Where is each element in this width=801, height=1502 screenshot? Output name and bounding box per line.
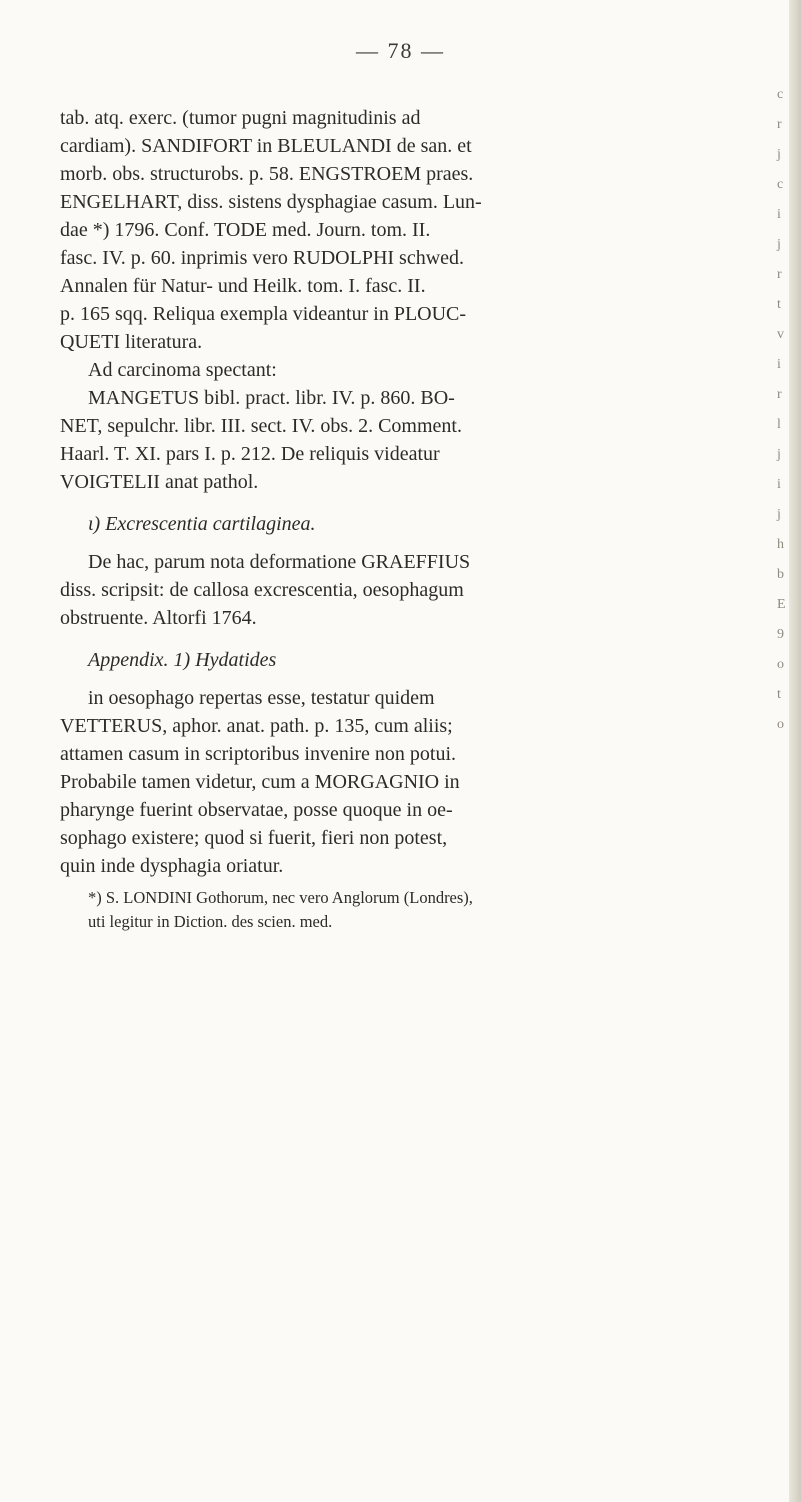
text-line: diss. scripsit: de callosa excrescentia, oesophagum — [60, 579, 464, 601]
text-line: Haarl. T. XI. pars I. p. 212. De reliquis videatur — [60, 443, 440, 465]
text-line: QUETI literatura. — [60, 331, 203, 353]
section-heading: ι) Excrescentia cartilaginea. — [88, 513, 316, 535]
text-line: VOIGTELII anat pathol. — [60, 471, 259, 493]
footnote-line: uti legitur in Diction. des scien. med. — [88, 912, 333, 931]
text-line: dae *) 1796. Conf. TODE med. Journ. tom. II. — [60, 219, 431, 241]
appendix-heading: Appendix. 1) Hydatides — [88, 649, 277, 671]
text-line: MANGETUS bibl. pract. libr. IV. p. 860. BO- — [88, 387, 455, 409]
text-line: in oesophago repertas esse, testatur quidem — [88, 687, 435, 709]
page-number: — 78 — — [356, 38, 445, 63]
text-line: VETTERUS, aphor. anat. path. p. 135, cum aliis; — [60, 715, 453, 737]
text-line: p. 165 sqq. Reliqua exempla videantur in PLOUC- — [60, 303, 467, 325]
text-line: Annalen für Natur- und Heilk. tom. I. fasc. II. — [60, 275, 426, 297]
text-line: obstruente. Altorfi 1764. — [60, 607, 257, 629]
text-line: fasc. IV. p. 60. inprimis vero RUDOLPHI schwed. — [60, 247, 465, 269]
text-line: cardiam). SANDIFORT in BLEULANDI de san. et — [60, 135, 472, 157]
body-text — [60, 104, 775, 934]
footnote-line: *) S. LONDINI Gothorum, nec vero Anglorum (Londres), — [88, 888, 473, 907]
text-line: pharynge fuerint observatae, posse quoque in oe- — [60, 799, 453, 821]
text-line: Ad carcinoma spectant: — [88, 359, 277, 381]
text-line: De hac, parum nota deformatione GRAEFFIUS — [88, 551, 471, 573]
text-line: Probabile tamen videtur, cum a MORGAGNIO in — [60, 771, 460, 793]
text-line: NET, sepulchr. libr. III. sect. IV. obs. 2. Comment. — [60, 415, 462, 437]
book-spine-edge — [789, 0, 801, 1502]
margin-glyphs: c r j c i j r t v i r l j i j h b E 9 o t o — [777, 87, 786, 732]
text-line: sophago existere; quod si fuerit, fieri non potest, — [60, 827, 448, 849]
text-line: tab. atq. exerc. (tumor pugni magnitudinis ad — [60, 107, 421, 129]
text-line: attamen casum in scriptoribus invenire non potui. — [60, 743, 457, 765]
text-line: quin inde dysphagia oriatur. — [60, 855, 284, 877]
text-line: morb. obs. structurobs. p. 58. ENGSTROEM praes. — [60, 163, 474, 185]
text-line: ENGELHART, diss. sistens dysphagiae casum. Lun- — [60, 191, 482, 213]
